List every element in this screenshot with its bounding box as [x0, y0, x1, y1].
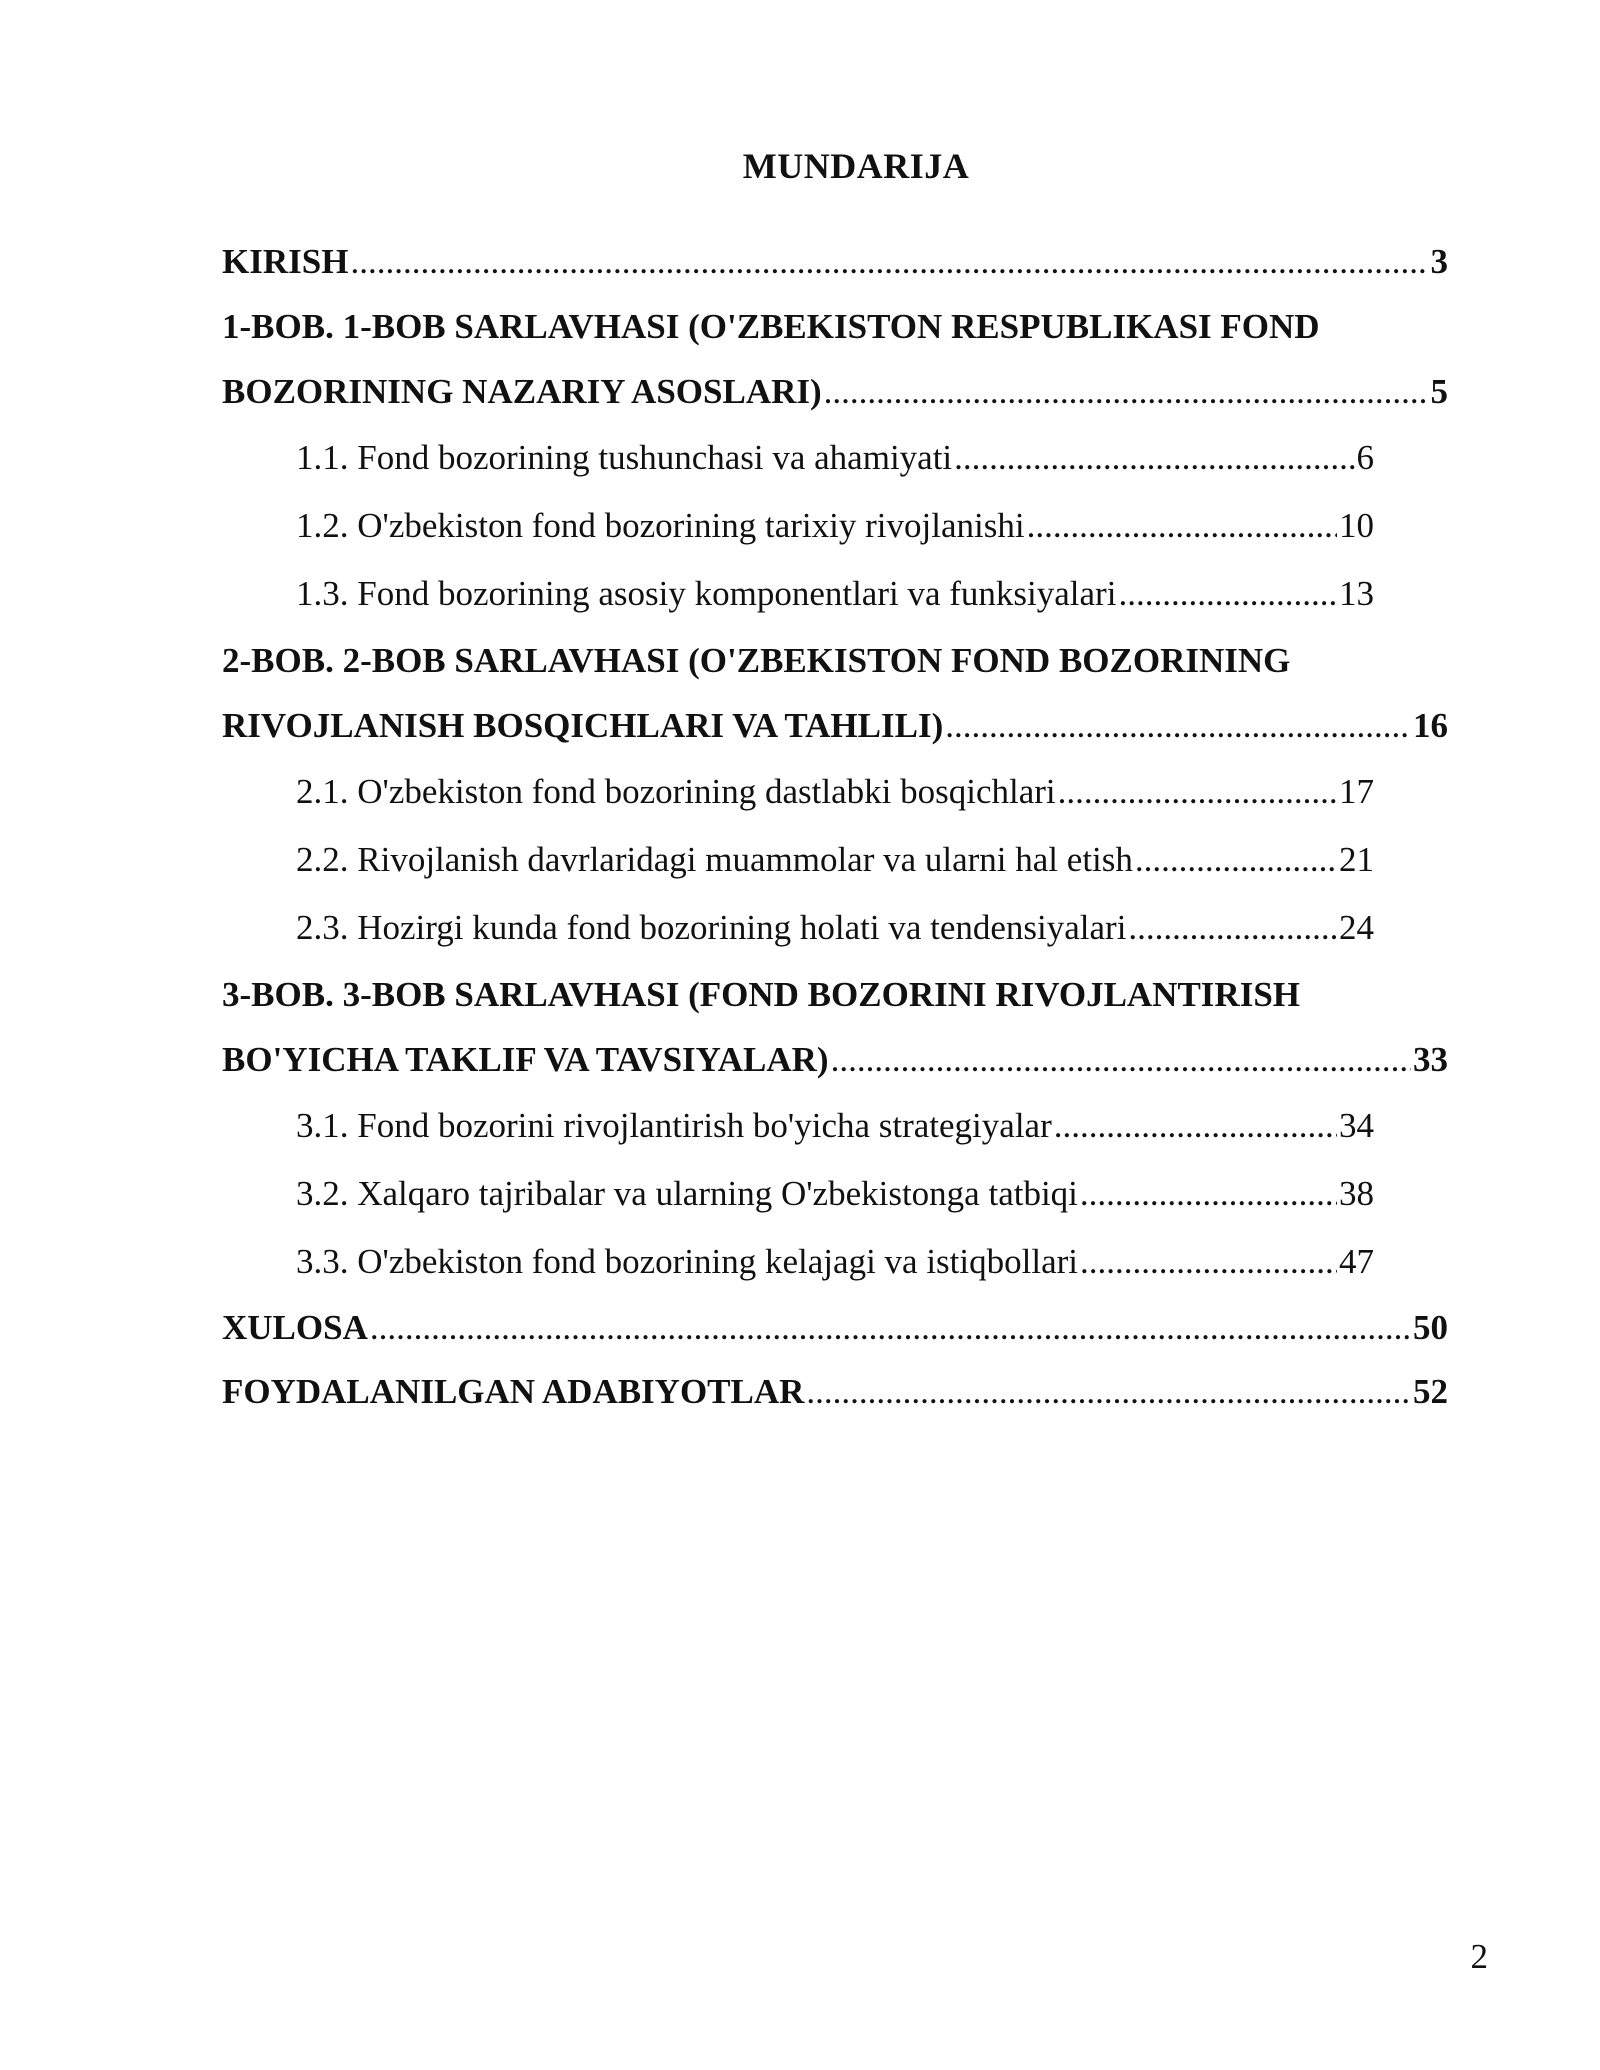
toc-entry-kirish[interactable]	[222, 230, 1448, 294]
dot-leader	[806, 1360, 1411, 1424]
toc-entry-section-1-2[interactable]	[296, 492, 1374, 560]
toc-entry-section-2-3[interactable]	[296, 894, 1374, 962]
toc-page-number: 5	[1430, 372, 1448, 411]
toc-page-number: 34	[1339, 1106, 1374, 1145]
toc-entry-section-3-3[interactable]	[296, 1228, 1374, 1296]
toc-page-number: 21	[1339, 840, 1374, 879]
toc-page-number: 16	[1413, 706, 1448, 745]
dot-leader	[1027, 492, 1337, 560]
chapter-title-line-2: BO'YICHA TAKLIF VA TAVSIYALAR)	[222, 1040, 829, 1079]
toc-entry-label: 2.2. Rivojlanish davrlaridagi muammolar va ularni hal etish	[296, 840, 1133, 879]
toc-entry-label: 2.1. O'zbekiston fond bozorining dastlabki bosqichlari	[296, 772, 1056, 811]
dot-leader	[1080, 1228, 1337, 1296]
dot-leader	[1128, 894, 1337, 962]
dot-leader	[1135, 826, 1337, 894]
page-number: 2	[1470, 1937, 1488, 1976]
dot-leader	[350, 230, 1428, 294]
toc-page-number: 38	[1339, 1174, 1374, 1213]
dot-leader	[1058, 758, 1337, 826]
toc-entry-section-2-1[interactable]	[296, 758, 1374, 826]
toc-entry-xulosa[interactable]	[222, 1296, 1448, 1360]
toc-page-number: 6	[1356, 438, 1374, 477]
dot-leader	[954, 424, 1354, 492]
toc-page-number: 3	[1430, 242, 1448, 281]
toc-entry-references[interactable]	[222, 1360, 1448, 1424]
toc-entry-section-3-1[interactable]	[296, 1092, 1374, 1160]
toc-entry-section-2-2[interactable]	[296, 826, 1374, 894]
dot-leader	[945, 694, 1411, 758]
toc-page-number: 10	[1339, 506, 1374, 545]
toc-entry-label: XULOSA	[222, 1308, 368, 1347]
dot-leader	[831, 1028, 1411, 1092]
toc-page-number: 33	[1413, 1040, 1448, 1079]
table-of-contents	[222, 230, 1448, 1424]
toc-entry-label: 1.2. O'zbekiston fond bozorining tarixiy rivojlanishi	[296, 506, 1025, 545]
toc-entry-label: 3.2. Xalqaro tajribalar va ularning O'zbekistonga tatbiqi	[296, 1174, 1078, 1213]
toc-page-number: 13	[1339, 574, 1374, 613]
dot-leader	[1118, 560, 1337, 628]
toc-entry-label: 3.3. O'zbekiston fond bozorining kelajagi va istiqbollari	[296, 1242, 1078, 1281]
chapter-title-line-1: 3-BOB. 3-BOB SARLAVHASI (FOND BOZORINI RIVOJLANTIRISH	[222, 975, 1301, 1014]
toc-entry-label: 1.3. Fond bozorining asosiy komponentlari va funksiyalari	[296, 574, 1117, 613]
toc-entry-chapter-2[interactable]	[222, 628, 1448, 758]
toc-page-number: 24	[1339, 908, 1374, 947]
toc-page-number: 50	[1413, 1308, 1448, 1347]
toc-entry-section-1-1[interactable]	[296, 424, 1374, 492]
toc-entry-label: 1.1. Fond bozorining tushunchasi va ahamiyati	[296, 438, 953, 477]
toc-title: MUNDARIJA	[742, 146, 970, 186]
toc-entry-chapter-3[interactable]	[222, 962, 1448, 1092]
dot-leader	[824, 360, 1429, 424]
toc-entry-label: KIRISH	[222, 242, 349, 281]
toc-entry-section-1-3[interactable]	[296, 560, 1374, 628]
toc-entry-label: 3.1. Fond bozorini rivojlantirish bo'yicha strategiyalar	[296, 1106, 1052, 1145]
chapter-title-line-1: 1-BOB. 1-BOB SARLAVHASI (O'ZBEKISTON RESPUBLIKASI FOND	[222, 307, 1320, 346]
toc-entry-section-3-2[interactable]	[296, 1160, 1374, 1228]
chapter-title-line-1: 2-BOB. 2-BOB SARLAVHASI (O'ZBEKISTON FOND BOZORINING	[222, 641, 1291, 680]
chapter-title-line-2: RIVOJLANISH BOSQICHLARI VA TAHLILI)	[222, 706, 944, 745]
chapter-title-line-2: BOZORINING NAZARIY ASOSLARI)	[222, 372, 822, 411]
dot-leader	[370, 1296, 1411, 1360]
dot-leader	[1054, 1092, 1337, 1160]
toc-entry-chapter-1[interactable]	[222, 294, 1448, 424]
toc-page-number: 47	[1339, 1242, 1374, 1281]
toc-entry-label: FOYDALANILGAN ADABIYOTLAR	[222, 1372, 805, 1411]
dot-leader	[1080, 1160, 1337, 1228]
toc-page-number: 17	[1339, 772, 1374, 811]
toc-entry-label: 2.3. Hozirgi kunda fond bozorining holati va tendensiyalari	[296, 908, 1127, 947]
toc-page-number: 52	[1413, 1372, 1448, 1411]
